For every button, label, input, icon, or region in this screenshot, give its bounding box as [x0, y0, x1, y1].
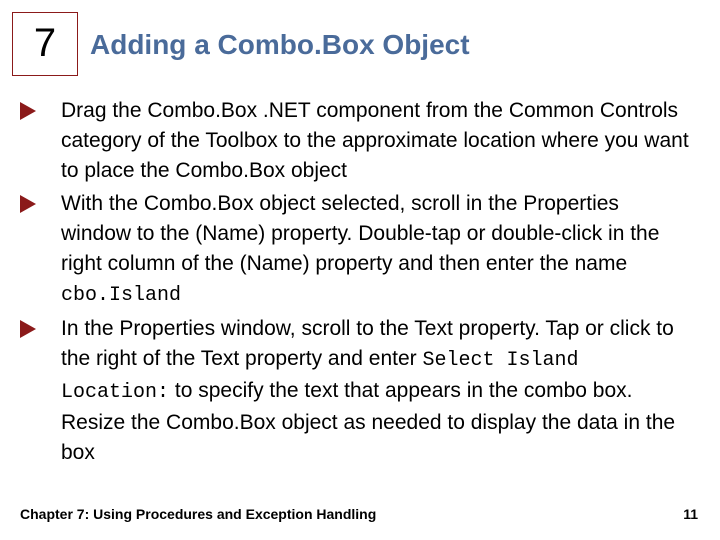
bullet-item-drag-component	[20, 96, 690, 186]
chapter-number-box	[12, 12, 78, 76]
bullet-arrow-icon	[20, 320, 36, 338]
bullet-arrow-icon	[20, 195, 36, 213]
bullet-text: to specify the text that appears in the combo box. Resize the Combo.Box object as needed to display the data in the box	[61, 379, 676, 464]
bullet-arrow-icon	[20, 102, 36, 120]
bullet-text: Drag the Combo.Box .NET component from the Common Controls category of the Toolbox to the approximate location where you want to place the Combo.Box object	[61, 99, 689, 182]
chapter-number: 7	[33, 21, 57, 65]
bullet-list	[20, 96, 690, 471]
footer-chapter-title: Chapter 7: Using Procedures and Exception Handling	[20, 506, 377, 522]
code-text: cbo.Island	[61, 284, 182, 307]
bullet-item-name-property	[20, 189, 690, 311]
footer-page-number: 11	[683, 506, 698, 522]
bullet-item-text-property	[20, 314, 690, 468]
bullet-text: In the Properties window, scroll to the Text property. Tap or click to the right of the Text property and enter	[61, 317, 674, 370]
bullet-text: With the Combo.Box object selected, scroll in the Properties window to the (Name) property. Double-tap or double-click in the right column of the (Name) property and then enter the name	[61, 192, 660, 275]
slide-title: Adding a Combo.Box Object	[90, 29, 470, 60]
code-text: Select Island Location:	[61, 349, 579, 404]
